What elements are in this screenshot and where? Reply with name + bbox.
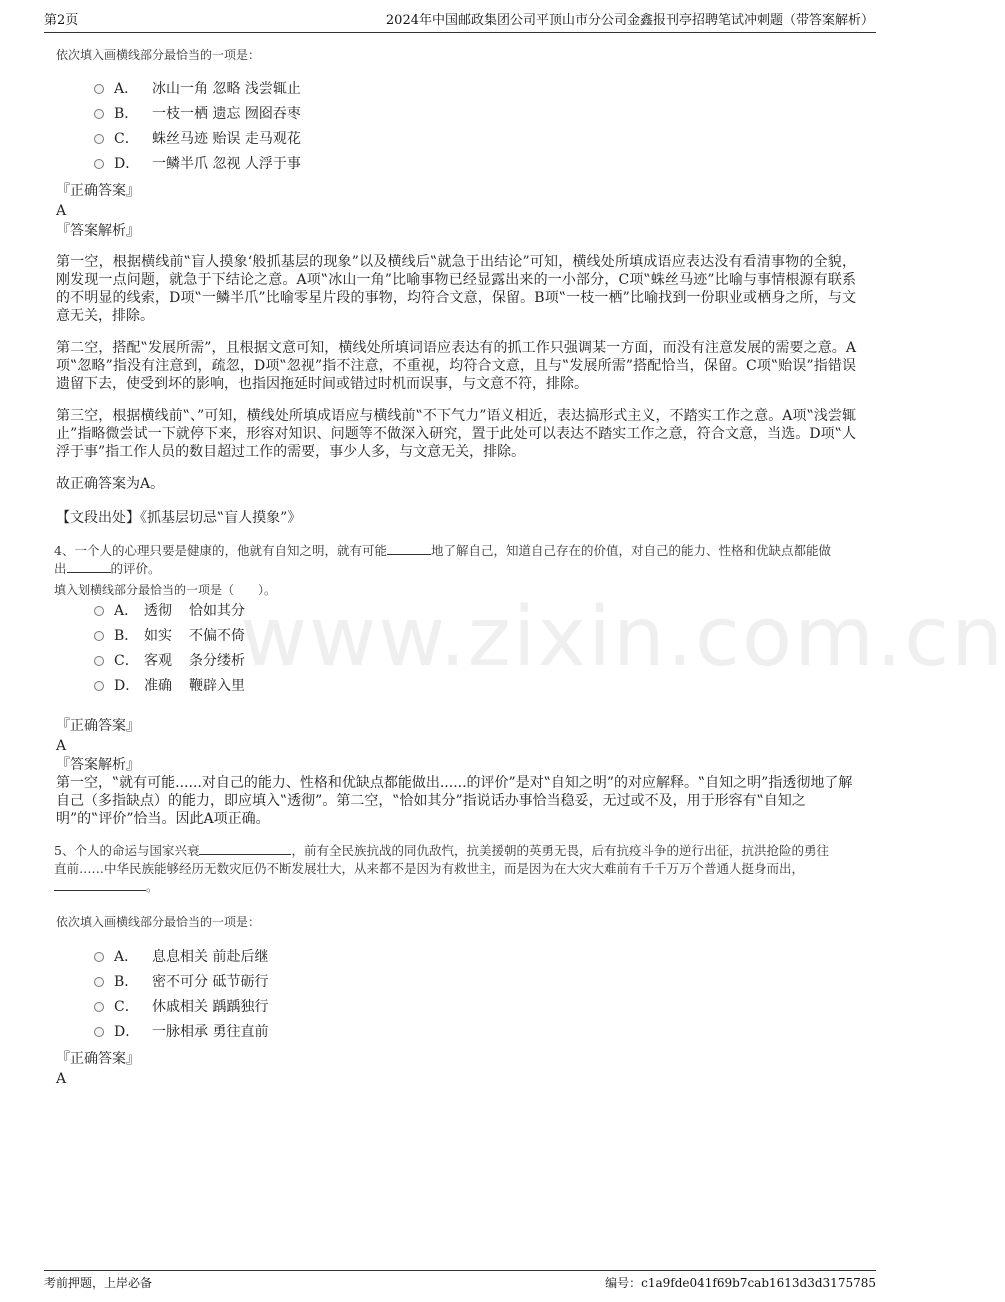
- q5-answer-label: 『正确答案』: [56, 1051, 140, 1067]
- q4-analysis: 第一空，‟就有可能......对自己的能力、性格和优缺点都能做出......的评价”是对‟自知之明”的对应解释。‟自知之明”指透彻地了解自己（多指缺点）的能力，即应填入‟透彻”。第二空，‟恰如其分”指说话办事恰当稳妥，无过或不及，用于形容有‟自知之明”的‟评价”恰当。因此A项正确。: [56, 775, 853, 827]
- footer-slogan: 考前押题，上岸必备: [44, 1276, 153, 1290]
- q3-option-b[interactable]: B． 一枝一栖 遗忘 囫囵吞枣: [94, 105, 301, 123]
- radio-icon[interactable]: [94, 631, 104, 641]
- q3-source: 【文段出处】《抓基层切忌‟盲人摸象”》: [56, 510, 302, 526]
- q3-option-c[interactable]: C． 蛛丝马迹 贻误 走马观花: [94, 130, 301, 148]
- q4-option-b[interactable]: B． 如实 不偏不倚: [94, 627, 245, 645]
- q4-answer-label: 『正确答案』: [56, 718, 140, 734]
- q4-option-c[interactable]: C． 客观 条分缕析: [94, 652, 245, 670]
- blank-line: [67, 560, 111, 573]
- q4-answer: A: [56, 738, 67, 754]
- radio-icon[interactable]: [94, 109, 104, 119]
- q4-option-d[interactable]: D． 准确 鞭辟入里: [94, 677, 245, 695]
- page-header: [44, 12, 876, 33]
- radio-icon[interactable]: [94, 977, 104, 987]
- blank-line: [387, 542, 431, 555]
- q4-option-a[interactable]: A． 透彻 恰如其分: [94, 602, 245, 620]
- footer-document-id: 编号：c1a9fde041f69b7cab1613d3d3175785: [605, 1276, 876, 1290]
- q5-stem: 5、个人的命运与国家兴衰 ，前有全民族抗战的同仇敌忾，抗美援朝的英勇无畏，后有抗疫斗争的逆行出征，抗洪抢险的勇往 直前……中华民族能够经历无数灾厄仍不断发展壮大，从来都不是因为有救世主，而是因为在大灾大难前有千千万万个普通人挺身而出， 。: [54, 843, 829, 894]
- page-footer: [44, 1270, 876, 1291]
- q3-answer-label: 『正确答案』: [56, 183, 140, 199]
- q3-option-d[interactable]: D． 一鳞半爪 忽视 人浮于事: [94, 155, 301, 173]
- blank-line: [54, 878, 146, 891]
- q4-analysis-label: 『答案解析』: [56, 757, 140, 773]
- radio-icon[interactable]: [94, 606, 104, 616]
- q3-option-a[interactable]: A． 冰山一角 忽略 浅尝辄止: [94, 80, 301, 98]
- radio-icon[interactable]: [94, 1027, 104, 1037]
- radio-icon[interactable]: [94, 656, 104, 666]
- q3-prompt: 依次填入画横线部分最恰当的一项是：: [56, 48, 261, 62]
- page-number: 第2页: [44, 13, 79, 28]
- radio-icon[interactable]: [94, 159, 104, 169]
- q3-analysis-paragraph-2: 第二空，搭配‟发展所需”，且根据文意可知，横线处所填词语应表达有的抓工作只强调某一方面，而没有注意发展的需要之意。A项‟忽略”指没有注意到，疏忽，D项‟忽视”指不注意，不重视，均符合文意，且与‟发展所需”搭配恰当，保留。C项‟贻误”指错误遗留下去，使受到坏的影响，也指因拖延时间或错过时机而误事，与文意不符，排除。: [56, 340, 856, 392]
- radio-icon[interactable]: [94, 1002, 104, 1012]
- radio-icon[interactable]: [94, 952, 104, 962]
- q3-answer: A: [56, 203, 67, 219]
- q5-option-a[interactable]: A． 息息相关 前赴后继: [94, 948, 268, 966]
- q3-analysis-paragraph-1: 第一空，根据横线前‟盲人摸象‘般抓基层的现象”以及横线后‟就急于出结论”可知，横线处所填成语应表达没有看清事物的全貌，刚发现一点问题，就急于下结论之意。A项‟冰山一角”比喻事物已经显露出来的一小部分，C项‟蛛丝马迹”比喻与事情根源有联系的不明显的线索，D项‟一鳞半爪”比喻零星片段的事物，均符合文意，保留。B项‟一枝一栖”比喻找到一份职业或栖身之所，与文意无关，排除。: [56, 254, 856, 324]
- document-title: 2024年中国邮政集团公司平顶山市分公司金鑫报刊亭招聘笔试冲刺题（带答案解析）: [385, 13, 874, 28]
- q5-answer: A: [56, 1071, 67, 1087]
- radio-icon[interactable]: [94, 681, 104, 691]
- blank-line: [199, 842, 291, 855]
- q5-option-d[interactable]: D． 一脉相承 勇往直前: [94, 1023, 268, 1041]
- watermark: www.zixin.com.cn: [240, 590, 1005, 685]
- radio-icon[interactable]: [94, 84, 104, 94]
- q5-option-c[interactable]: C． 休戚相关 踽踽独行: [94, 998, 268, 1016]
- q3-analysis-paragraph-3: 第三空，根据横线前‟、”可知，横线处所填成语应与横线前‟不下气力”语义相近，表达搞形式主义，不踏实工作之意。A项‟浅尝辄止”指略微尝试一下就停下来，形容对知识、问题等不做深入研究，置于此处可以表达不踏实工作之意，符合文意，当选。D项‟人浮于事”指工作人员的数目超过工作的需要，事少人多，与文意无关，排除。: [56, 408, 856, 460]
- q5-prompt: 依次填入画横线部分最恰当的一项是：: [56, 915, 261, 929]
- q3-conclusion: 故正确答案为A。: [56, 476, 165, 492]
- q3-analysis-label: 『答案解析』: [56, 223, 140, 239]
- q5-option-b[interactable]: B． 密不可分 砥节砺行: [94, 973, 268, 991]
- radio-icon[interactable]: [94, 134, 104, 144]
- q4-prompt: 填入划横线部分最恰当的一项是（ ）。: [54, 583, 277, 597]
- q4-stem: 4、一个人的心理只要是健康的，他就有自知之明，就有可能 地了解自己，知道自己存在的价值，对自己的能力、性格和优缺点都能做 出 的评价。: [54, 543, 831, 576]
